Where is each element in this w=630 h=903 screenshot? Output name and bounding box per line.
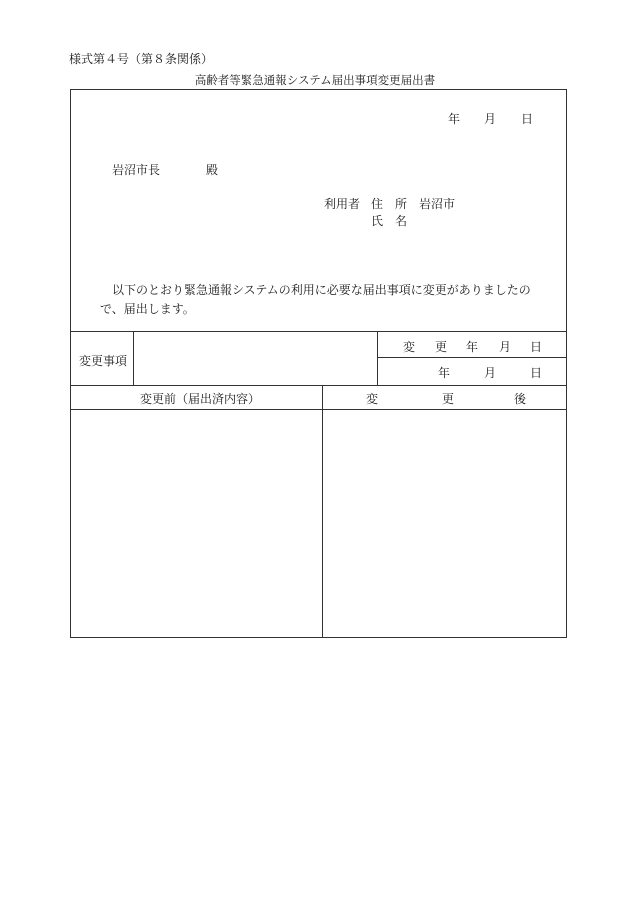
change-date-char-3: 年 — [466, 340, 479, 354]
date-month-label: 月 — [484, 112, 497, 126]
document-title: 高齢者等緊急通報システム届出事項変更届出書 — [194, 73, 436, 87]
change-date-char-5: 日 — [530, 340, 543, 354]
addressee-honorific: 殿 — [206, 163, 219, 177]
change-date-year: 年 — [438, 366, 451, 380]
change-item-label: 変更事項 — [79, 354, 128, 368]
change-date-divider — [377, 331, 378, 385]
after-header-char-1: 変 — [366, 392, 379, 406]
change-date-day: 日 — [530, 366, 543, 380]
change-date-mid-rule — [377, 357, 567, 358]
date-year-label: 年 — [448, 112, 461, 126]
before-content-area[interactable] — [71, 410, 322, 637]
address-label: 住 所 — [371, 197, 408, 211]
change-date-char-2: 更 — [435, 340, 448, 354]
before-column-header: 変更前（届出済内容） — [140, 392, 261, 406]
date-day-label: 日 — [521, 112, 534, 126]
addressee-name: 岩沼市長 — [112, 163, 161, 177]
table-header-top-rule — [70, 385, 567, 386]
after-header-char-3: 後 — [514, 392, 527, 406]
body-text-line1: 以下のとおり緊急通報システムの利用に必要な届出事項に変更がありましたの — [112, 283, 531, 297]
after-header-char-2: 更 — [442, 392, 455, 406]
after-content-area[interactable] — [323, 410, 566, 637]
change-date-char-4: 月 — [499, 340, 512, 354]
change-item-divider — [133, 331, 134, 385]
applicant-role: 利用者 — [324, 197, 361, 211]
form-number: 様式第４号（第８条関係） — [69, 52, 214, 66]
change-date-char-1: 変 — [403, 340, 416, 354]
body-text-line2: で、届出します。 — [100, 302, 195, 316]
table-top-rule — [70, 331, 567, 332]
change-date-month: 月 — [484, 366, 497, 380]
address-value: 岩沼市 — [419, 197, 456, 211]
name-label: 氏 名 — [371, 214, 408, 228]
